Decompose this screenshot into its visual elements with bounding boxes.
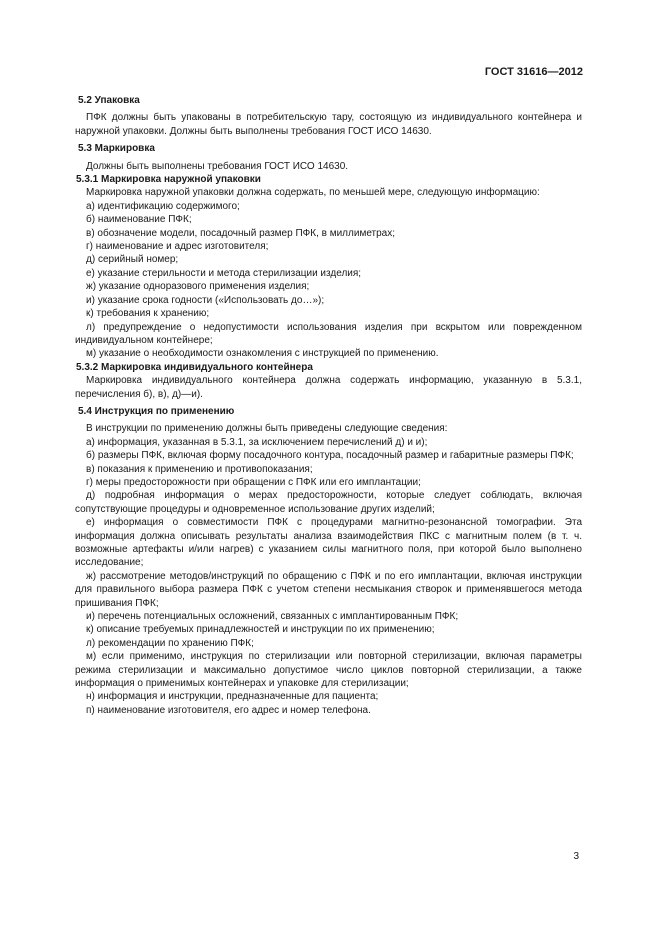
document-code: ГОСТ 31616—2012 bbox=[484, 66, 583, 78]
list-item: п) наименование изготовителя, его адрес и номер телефона. bbox=[86, 704, 371, 716]
section-5-3-2-heading: 5.3.2 Маркировка индивидуального контейнера bbox=[76, 361, 313, 373]
list-item: л) предупреждение о недопустимости использования изделия при вскрытом или поврежденном индивидуальном контейнере; bbox=[75, 321, 582, 346]
list-item: и) перечень потенциальных осложнений, связанных с имплантированным ПФК; bbox=[86, 611, 459, 623]
list-item: е) информация о совместимости ПФК с процедурами магнитно-резонансной томографии. Эта информация должна описывать результаты анализа взаимодействия ПКС с магнитным полем (в т. ч. возможные артефакты и/или нагрев) с указанием силы магнитного поля, при которой было выполнено исследование; bbox=[75, 517, 582, 569]
section-5-3-1-heading: 5.3.1 Маркировка наружной упаковки bbox=[76, 174, 261, 186]
section-5-2-heading: 5.2 Упаковка bbox=[78, 95, 140, 106]
section-5-4-heading: 5.4 Инструкция по применению bbox=[78, 405, 235, 417]
list-item: д) серийный номер; bbox=[86, 254, 179, 266]
list-item: в) обозначение модели, посадочный размер ПФК, в миллиметрах; bbox=[86, 227, 396, 239]
section-5-3-2-text: Маркировка индивидуального контейнера должна содержать информацию, указанную в 5.3.1, перечисления б), в), д)—и). bbox=[75, 375, 582, 400]
list-item: ж) указание одноразового применения изделия; bbox=[86, 281, 310, 293]
section-5-2-text: ПФК должны быть упакованы в потребительскую тару, состоящую из индивидуального контейнера и наружной упаковки. Должны быть выполнены требования ГОСТ ИСО 14630. bbox=[75, 112, 582, 137]
list-item: б) размеры ПФК, включая форму посадочного контура, посадочный размер и габаритные размеры ПФК; bbox=[86, 450, 574, 462]
page-number: 3 bbox=[573, 851, 579, 862]
list-item: в) показания к применению и противопоказания; bbox=[86, 463, 313, 475]
list-item: и) указание срока годности («Использовать до…»); bbox=[86, 294, 325, 306]
list-item: к) описание требуемых принадлежностей и инструкции по их применению; bbox=[86, 624, 435, 636]
list-item: г) наименование и адрес изготовителя; bbox=[86, 241, 269, 253]
list-item: а) идентификацию содержимого; bbox=[86, 200, 240, 212]
list-item: е) указание стерильности и метода стерилизации изделия; bbox=[86, 267, 362, 279]
section-5-3-text: Должны быть выполнены требования ГОСТ ИСО 14630. bbox=[86, 160, 349, 172]
list-item: м) указание о необходимости ознакомления с инструкцией по применению. bbox=[86, 348, 439, 360]
section-5-3-1-intro: Маркировка наружной упаковки должна содержать, по меньшей мере, следующую информацию: bbox=[86, 187, 540, 199]
list-item: н) информация и инструкции, предназначенные для пациента; bbox=[86, 691, 379, 703]
list-item: к) требования к хранению; bbox=[86, 308, 210, 320]
document-body bbox=[75, 94, 582, 717]
list-item: ж) рассмотрение методов/инструкций по обращению с ПФК и по его имплантации, включая инструкции для правильного выбора размера ПФК с учетом степени несмыкания створок и применявшегося метода пришивания ПФК; bbox=[75, 570, 582, 609]
list-item: д) подробная информация о мерах предосторожности, которые следует соблюдать, включая сопутствующие процедуры и одновременное использование других изделий; bbox=[75, 490, 582, 515]
list-item: а) информация, указанная в 5.3.1, за исключением перечислений д) и и); bbox=[86, 436, 428, 448]
list-item: г) меры предосторожности при обращении с ПФК или его имплантации; bbox=[86, 476, 421, 488]
section-5-3-heading: 5.3 Маркировка bbox=[78, 143, 155, 155]
list-item: м) если применимо, инструкция по стерилизации или повторной стерилизации, включая параметры режима стерилизации и максимально допустимое число циклов повторной стерилизации, а также информация о применимых контейнерах и упаковке для стерилизации; bbox=[75, 651, 582, 690]
list-item: б) наименование ПФК; bbox=[86, 214, 192, 226]
section-5-4-intro: В инструкции по применению должны быть приведены следующие сведения: bbox=[86, 423, 448, 435]
list-item: л) рекомендации по хранению ПФК; bbox=[86, 637, 254, 649]
